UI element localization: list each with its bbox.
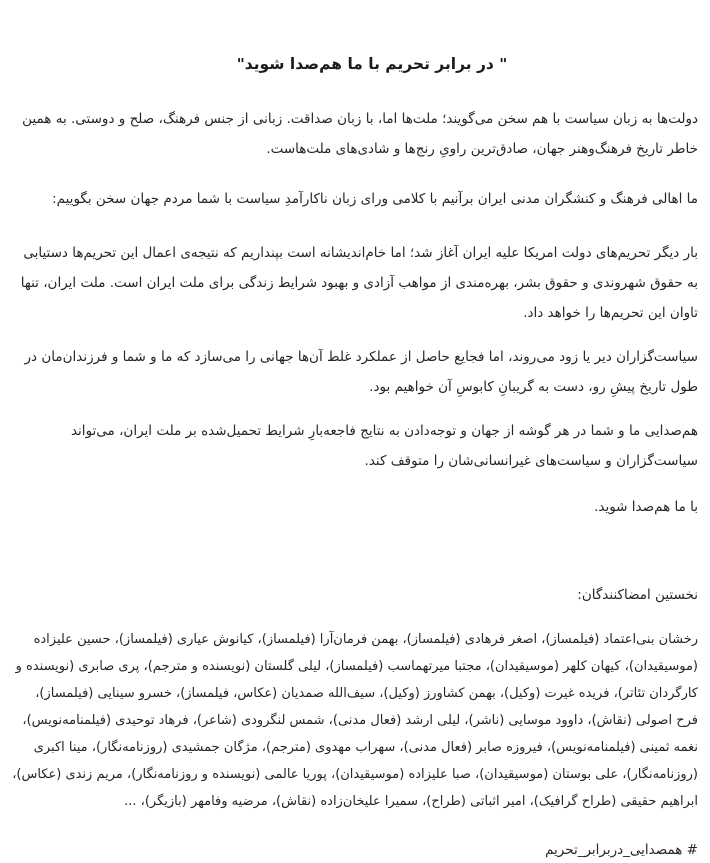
para-nations-language: دولت‌ها به زبان سیاست با هم سخن می‌گویند؛ ملت‌ها اما، با زبان صداقت. زبانی از جنس فرهنگ، صلح و دوستی. به همین خاطر تاریخ فرهنگ‌وهنر جهان، صادق‌ترین راویِ رنج‌ها و شادی‌های ملت‌هاست.	[22, 111, 698, 157]
call-to-action: با ما هم‌صدا شوید.	[594, 499, 698, 515]
signatories-heading: نخستین امضاکنندگان:	[577, 587, 698, 603]
campaign-hashtag: # همصدایی_دربرابر_تحریم	[545, 842, 698, 858]
para-policymakers: سیاست‌گزاران دیر یا زود می‌روند، اما فجایع حاصل از عملکرد غلط آن‌ها جهانی را می‌سازد که ما و شما و فرزندان‌مان در طول تاریخ پیشِ رو، دست به گریبانِ کابوسِ آن خواهیم بود.	[24, 349, 698, 395]
para-solidarity-effect: هم‌صدایی ما و شما در هر گوشه از جهان و توجه‌دادن به نتایج فاجعه‌بارِ شرایط تحمیل‌شده بر ملت ایران، می‌تواند سیاست‌گزاران و سیاست‌های غیرانسانی‌شان را متوقف کند.	[70, 423, 698, 469]
statement-document	[0, 52, 710, 856]
para-address-to-world: ما اهالی فرهنگ و کنشگران مدنی ایران برآنیم با کلامی ورای زبان ناکارآمدِ سیاست با شما مردم جهان سخن بگوییم:	[52, 191, 698, 207]
statement-title: " در برابر تحریم با ما هم‌صدا شوید"	[236, 55, 508, 73]
para-sanctions-begin: بار دیگر تحریم‌های دولت امریکا علیه ایران آغاز شد؛ اما خام‌اندیشانه است بپنداریم که نتیجه‌ی اعمال این تحریم‌ها دستیابی به حقوق شهروندی و حقوق بشر، بهره‌مندی از مواهب آزادی و بهبود شرایط زندگی برای ملت ایران است. ملت ایران، تنها تاوان این تحریم‌ها را خواهد داد.	[20, 245, 698, 321]
signatories-text: رخشان بنی‌اعتماد (فیلمساز)، اصغر فرهادی (فیلمساز)، بهمن فرمان‌آرا (فیلمساز)، کیانوش عیاری (فیلمساز)، حسین علیزاده (موسیقیدان)، کیهان کلهر (موسیقیدان)، مجتبا میرتهماسب (فیلمساز)، لیلی گلستان (نویسنده و مترجم)، پری صابری (نویسنده و کارگردان تئاتر)، فریده غیرت (وکیل)، بهمن کشاورز (وکیل)، سیف‌الله صمدیان (عکاس، فیلمساز)، خسرو سینایی (فیلمساز)، فرح اصولی (نقاش)، داوود موسایی (ناشر)، لیلی ارشد (فعال مدنی)، شمس لنگرودی (شاعر)، فرهاد توحیدی (فیلمنامه‌نویس)، نغمه ثمینی (فیلمنامه‌نویس)، فیروزه صابر (فعال مدنی)، سهراب مهدوی (مترجم)، مژگان جمشیدی (روزنامه‌نگار)، مینا اکبری (روزنامه‌نگار)، علی بوستان (موسیقیدان)، صبا علیزاده (موسیقیدان)، پوریا عالمی (نویسنده و روزنامه‌نگار)، مریم زندی (عکاس)، ابراهیم حقیقی (طراح گرافیک)، امیر اثباتی (طراح)، سمیرا علیخان‌زاده (نقاش)، مرضیه وفامهر (بازیگر)، ...	[12, 632, 698, 809]
